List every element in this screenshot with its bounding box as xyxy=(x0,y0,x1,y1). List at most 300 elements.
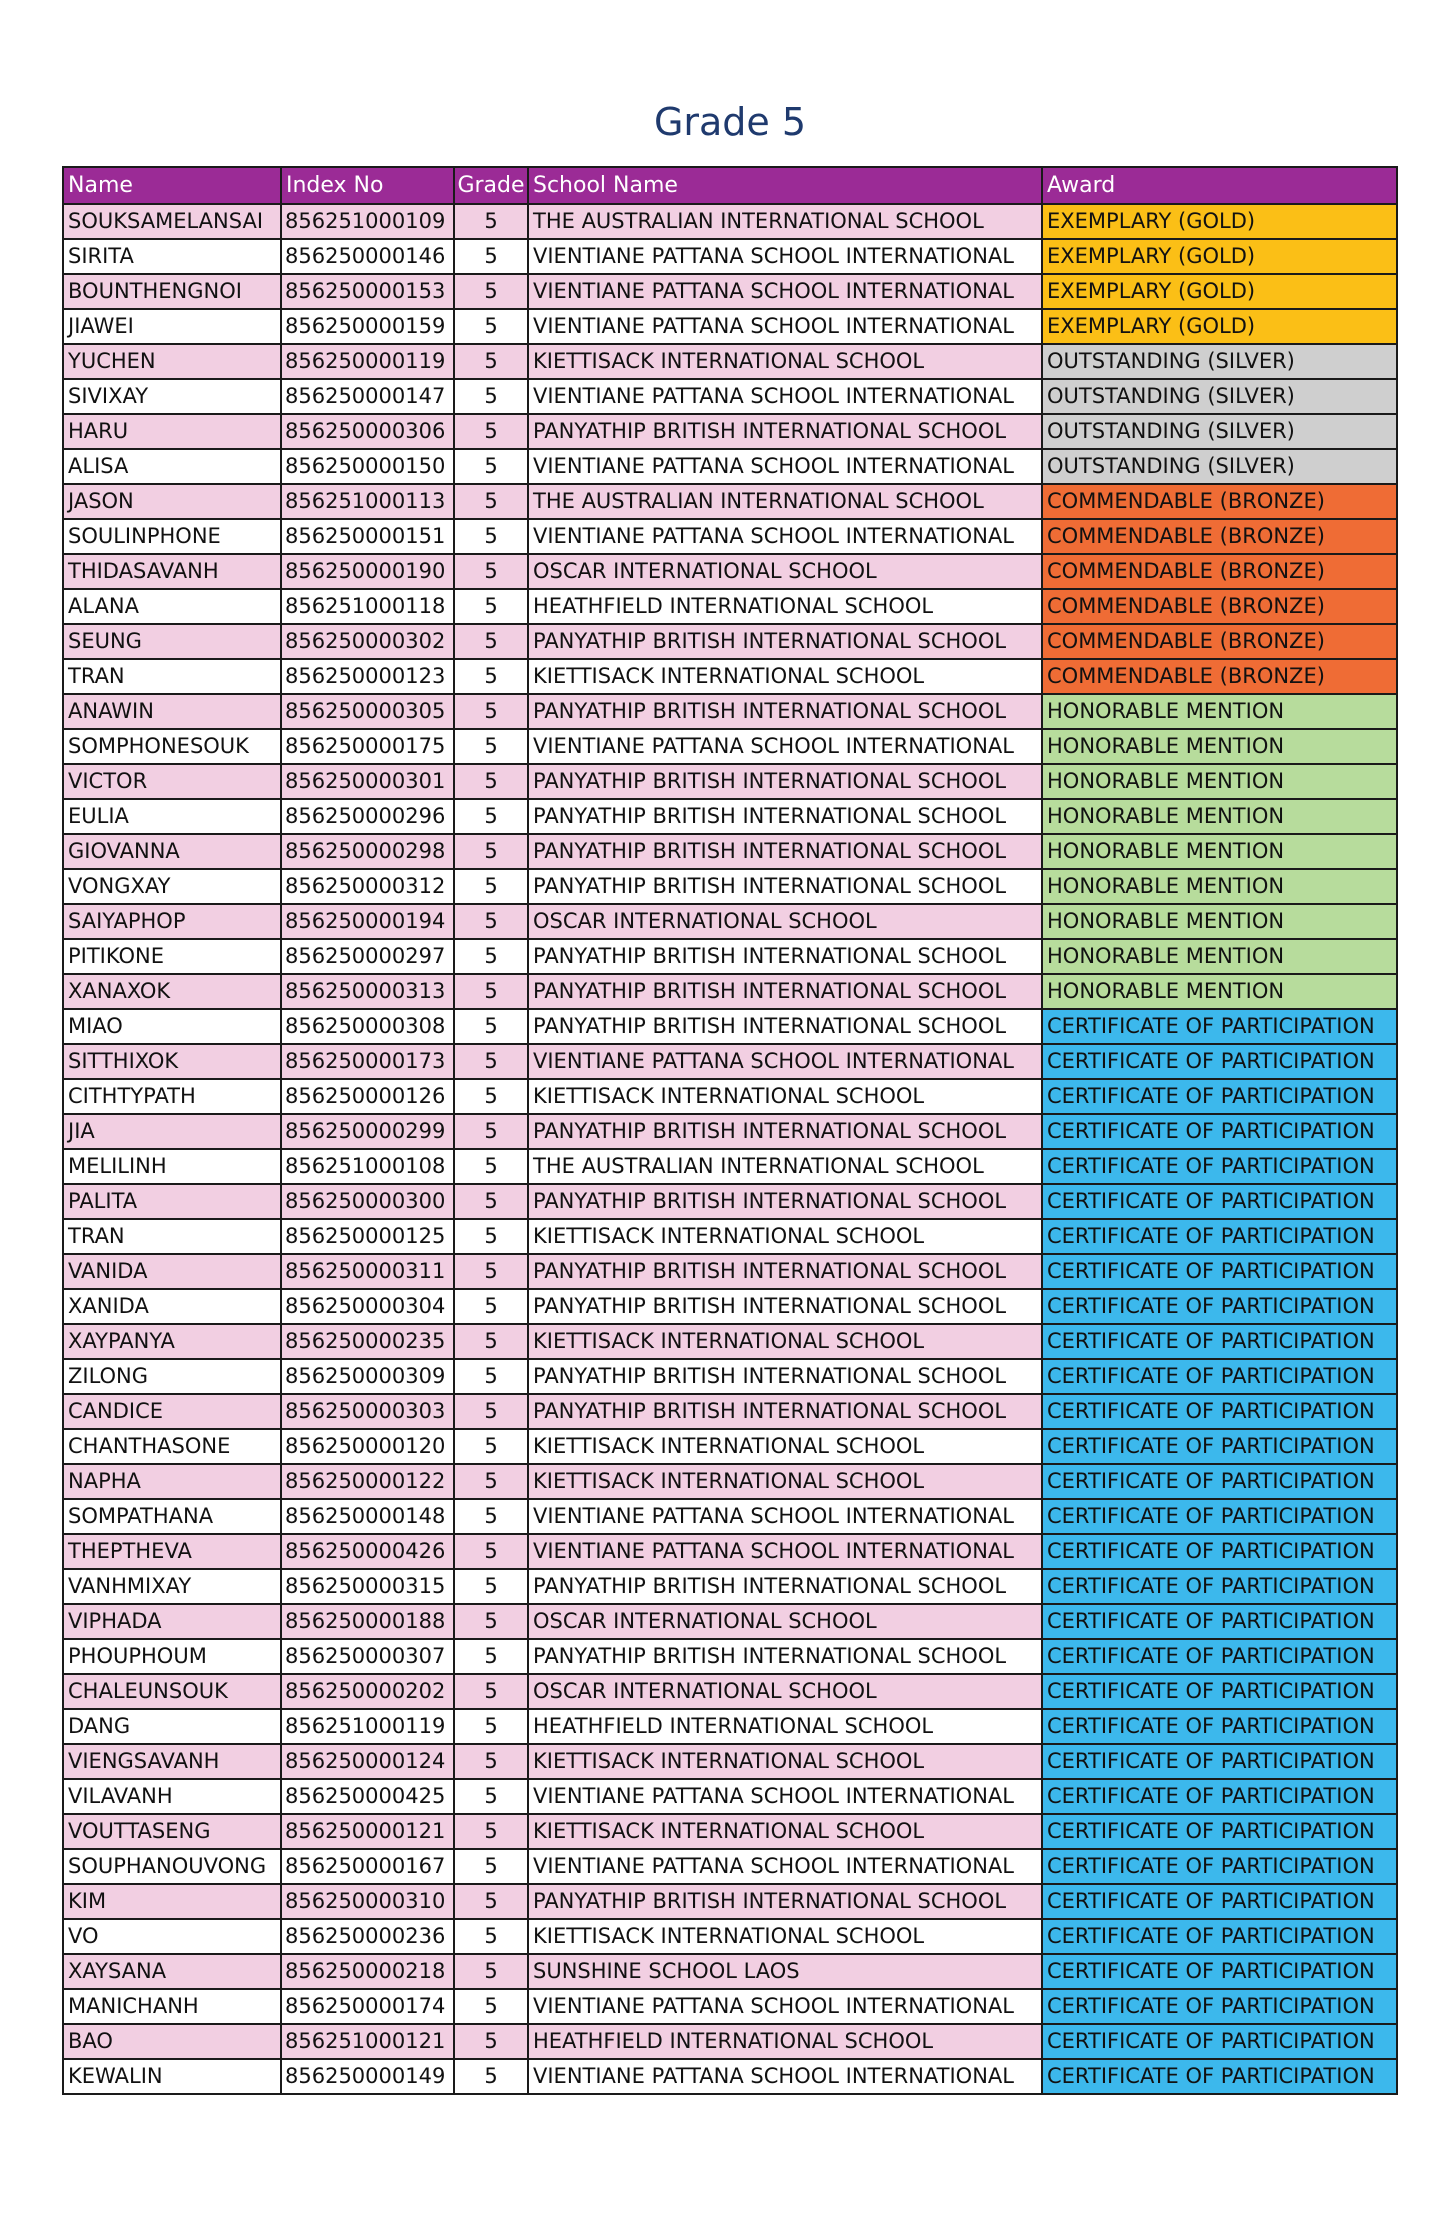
cell-index-no: 856250000151 xyxy=(281,519,454,554)
cell-grade: 5 xyxy=(454,1919,528,1954)
cell-name: VICTOR xyxy=(63,764,281,799)
cell-school-name: KIETTISACK INTERNATIONAL SCHOOL xyxy=(528,1814,1042,1849)
cell-index-no: 856250000174 xyxy=(281,1989,454,2024)
cell-award: CERTIFICATE OF PARTICIPATION xyxy=(1042,1604,1397,1639)
cell-award: COMMENDABLE (BRONZE) xyxy=(1042,624,1397,659)
table-row xyxy=(63,624,1397,659)
cell-school-name: PANYATHIP BRITISH INTERNATIONAL SCHOOL xyxy=(528,1639,1042,1674)
cell-index-no: 856250000310 xyxy=(281,1884,454,1919)
cell-index-no: 856250000298 xyxy=(281,834,454,869)
cell-award: CERTIFICATE OF PARTICIPATION xyxy=(1042,1114,1397,1149)
cell-grade: 5 xyxy=(454,1254,528,1289)
cell-award: EXEMPLARY (GOLD) xyxy=(1042,239,1397,274)
cell-index-no: 856250000159 xyxy=(281,309,454,344)
table-row xyxy=(63,589,1397,624)
cell-index-no: 856250000300 xyxy=(281,1184,454,1219)
cell-award: COMMENDABLE (BRONZE) xyxy=(1042,484,1397,519)
cell-name: DANG xyxy=(63,1709,281,1744)
column-header-award: Award xyxy=(1042,167,1397,204)
cell-award: HONORABLE MENTION xyxy=(1042,869,1397,904)
cell-name: JASON xyxy=(63,484,281,519)
cell-school-name: PANYATHIP BRITISH INTERNATIONAL SCHOOL xyxy=(528,694,1042,729)
cell-award: OUTSTANDING (SILVER) xyxy=(1042,379,1397,414)
cell-award: CERTIFICATE OF PARTICIPATION xyxy=(1042,1674,1397,1709)
cell-school-name: PANYATHIP BRITISH INTERNATIONAL SCHOOL xyxy=(528,1884,1042,1919)
table-row xyxy=(63,1604,1397,1639)
cell-name: ZILONG xyxy=(63,1359,281,1394)
cell-grade: 5 xyxy=(454,484,528,519)
cell-school-name: VIENTIANE PATTANA SCHOOL INTERNATIONAL xyxy=(528,1779,1042,1814)
cell-index-no: 856250000194 xyxy=(281,904,454,939)
cell-award: CERTIFICATE OF PARTICIPATION xyxy=(1042,1709,1397,1744)
cell-name: VANHMIXAY xyxy=(63,1569,281,1604)
table-row xyxy=(63,1044,1397,1079)
cell-index-no: 856250000308 xyxy=(281,1009,454,1044)
cell-award: CERTIFICATE OF PARTICIPATION xyxy=(1042,1044,1397,1079)
cell-index-no: 856250000311 xyxy=(281,1254,454,1289)
table-row xyxy=(63,1079,1397,1114)
table-row xyxy=(63,1219,1397,1254)
table-row xyxy=(63,414,1397,449)
results-table xyxy=(62,166,1398,2095)
cell-school-name: HEATHFIELD INTERNATIONAL SCHOOL xyxy=(528,2024,1042,2059)
cell-award: CERTIFICATE OF PARTICIPATION xyxy=(1042,1149,1397,1184)
cell-index-no: 856250000425 xyxy=(281,1779,454,1814)
cell-award: CERTIFICATE OF PARTICIPATION xyxy=(1042,1464,1397,1499)
cell-name: VONGXAY xyxy=(63,869,281,904)
cell-grade: 5 xyxy=(454,1009,528,1044)
cell-school-name: OSCAR INTERNATIONAL SCHOOL xyxy=(528,1604,1042,1639)
cell-name: TRAN xyxy=(63,659,281,694)
cell-school-name: VIENTIANE PATTANA SCHOOL INTERNATIONAL xyxy=(528,1989,1042,2024)
cell-name: SEUNG xyxy=(63,624,281,659)
cell-index-no: 856250000125 xyxy=(281,1219,454,1254)
table-row xyxy=(63,309,1397,344)
table-row xyxy=(63,1954,1397,1989)
cell-grade: 5 xyxy=(454,764,528,799)
cell-index-no: 856250000299 xyxy=(281,1114,454,1149)
cell-school-name: PANYATHIP BRITISH INTERNATIONAL SCHOOL xyxy=(528,1114,1042,1149)
cell-name: SOUPHANOUVONG xyxy=(63,1849,281,1884)
table-row xyxy=(63,1464,1397,1499)
cell-award: HONORABLE MENTION xyxy=(1042,904,1397,939)
cell-name: PALITA xyxy=(63,1184,281,1219)
cell-grade: 5 xyxy=(454,274,528,309)
cell-grade: 5 xyxy=(454,624,528,659)
cell-school-name: KIETTISACK INTERNATIONAL SCHOOL xyxy=(528,1429,1042,1464)
cell-school-name: THE AUSTRALIAN INTERNATIONAL SCHOOL xyxy=(528,1149,1042,1184)
cell-school-name: VIENTIANE PATTANA SCHOOL INTERNATIONAL xyxy=(528,309,1042,344)
table-row xyxy=(63,1114,1397,1149)
cell-school-name: OSCAR INTERNATIONAL SCHOOL xyxy=(528,554,1042,589)
cell-award: CERTIFICATE OF PARTICIPATION xyxy=(1042,1359,1397,1394)
cell-name: PITIKONE xyxy=(63,939,281,974)
cell-award: CERTIFICATE OF PARTICIPATION xyxy=(1042,1324,1397,1359)
column-header-name: Name xyxy=(63,167,281,204)
table-row xyxy=(63,1184,1397,1219)
cell-name: MANICHANH xyxy=(63,1989,281,2024)
table-row xyxy=(63,974,1397,1009)
cell-award: EXEMPLARY (GOLD) xyxy=(1042,204,1397,239)
cell-grade: 5 xyxy=(454,449,528,484)
cell-school-name: PANYATHIP BRITISH INTERNATIONAL SCHOOL xyxy=(528,1359,1042,1394)
cell-index-no: 856250000303 xyxy=(281,1394,454,1429)
cell-grade: 5 xyxy=(454,1744,528,1779)
cell-index-no: 856250000236 xyxy=(281,1919,454,1954)
cell-school-name: VIENTIANE PATTANA SCHOOL INTERNATIONAL xyxy=(528,1534,1042,1569)
cell-index-no: 856251000119 xyxy=(281,1709,454,1744)
cell-school-name: PANYATHIP BRITISH INTERNATIONAL SCHOOL xyxy=(528,624,1042,659)
cell-school-name: KIETTISACK INTERNATIONAL SCHOOL xyxy=(528,1219,1042,1254)
cell-award: CERTIFICATE OF PARTICIPATION xyxy=(1042,1534,1397,1569)
cell-school-name: KIETTISACK INTERNATIONAL SCHOOL xyxy=(528,1744,1042,1779)
table-row xyxy=(63,869,1397,904)
cell-grade: 5 xyxy=(454,1219,528,1254)
cell-index-no: 856250000302 xyxy=(281,624,454,659)
cell-grade: 5 xyxy=(454,414,528,449)
cell-name: XAYSANA xyxy=(63,1954,281,1989)
cell-index-no: 856250000119 xyxy=(281,344,454,379)
table-row xyxy=(63,2059,1397,2094)
cell-award: CERTIFICATE OF PARTICIPATION xyxy=(1042,1219,1397,1254)
cell-name: YUCHEN xyxy=(63,344,281,379)
cell-index-no: 856250000153 xyxy=(281,274,454,309)
table-row xyxy=(63,939,1397,974)
cell-name: XAYPANYA xyxy=(63,1324,281,1359)
cell-index-no: 856250000297 xyxy=(281,939,454,974)
cell-award: CERTIFICATE OF PARTICIPATION xyxy=(1042,1849,1397,1884)
table-row xyxy=(63,1289,1397,1324)
cell-award: OUTSTANDING (SILVER) xyxy=(1042,344,1397,379)
cell-name: VILAVANH xyxy=(63,1779,281,1814)
cell-name: TRAN xyxy=(63,1219,281,1254)
cell-school-name: KIETTISACK INTERNATIONAL SCHOOL xyxy=(528,1079,1042,1114)
cell-grade: 5 xyxy=(454,379,528,414)
cell-grade: 5 xyxy=(454,1184,528,1219)
cell-index-no: 856251000108 xyxy=(281,1149,454,1184)
cell-index-no: 856250000149 xyxy=(281,2059,454,2094)
table-row xyxy=(63,204,1397,239)
cell-award: HONORABLE MENTION xyxy=(1042,974,1397,1009)
cell-school-name: PANYATHIP BRITISH INTERNATIONAL SCHOOL xyxy=(528,1289,1042,1324)
cell-name: VANIDA xyxy=(63,1254,281,1289)
cell-award: CERTIFICATE OF PARTICIPATION xyxy=(1042,1394,1397,1429)
cell-school-name: PANYATHIP BRITISH INTERNATIONAL SCHOOL xyxy=(528,414,1042,449)
cell-school-name: PANYATHIP BRITISH INTERNATIONAL SCHOOL xyxy=(528,939,1042,974)
cell-name: SOMPATHANA xyxy=(63,1499,281,1534)
cell-grade: 5 xyxy=(454,1149,528,1184)
cell-school-name: KIETTISACK INTERNATIONAL SCHOOL xyxy=(528,659,1042,694)
cell-name: JIAWEI xyxy=(63,309,281,344)
cell-grade: 5 xyxy=(454,939,528,974)
cell-index-no: 856250000235 xyxy=(281,1324,454,1359)
cell-award: EXEMPLARY (GOLD) xyxy=(1042,309,1397,344)
cell-index-no: 856251000109 xyxy=(281,204,454,239)
cell-school-name: VIENTIANE PATTANA SCHOOL INTERNATIONAL xyxy=(528,519,1042,554)
cell-index-no: 856250000167 xyxy=(281,1849,454,1884)
cell-index-no: 856250000309 xyxy=(281,1359,454,1394)
cell-name: VIENGSAVANH xyxy=(63,1744,281,1779)
cell-award: HONORABLE MENTION xyxy=(1042,729,1397,764)
cell-school-name: PANYATHIP BRITISH INTERNATIONAL SCHOOL xyxy=(528,1394,1042,1429)
cell-index-no: 856250000218 xyxy=(281,1954,454,1989)
cell-grade: 5 xyxy=(454,659,528,694)
cell-award: CERTIFICATE OF PARTICIPATION xyxy=(1042,1184,1397,1219)
cell-index-no: 856250000126 xyxy=(281,1079,454,1114)
cell-grade: 5 xyxy=(454,1709,528,1744)
cell-index-no: 856250000124 xyxy=(281,1744,454,1779)
cell-school-name: VIENTIANE PATTANA SCHOOL INTERNATIONAL xyxy=(528,1499,1042,1534)
cell-name: SIRITA xyxy=(63,239,281,274)
cell-index-no: 856250000146 xyxy=(281,239,454,274)
cell-index-no: 856250000304 xyxy=(281,1289,454,1324)
cell-award: CERTIFICATE OF PARTICIPATION xyxy=(1042,1744,1397,1779)
cell-grade: 5 xyxy=(454,309,528,344)
cell-grade: 5 xyxy=(454,1954,528,1989)
cell-grade: 5 xyxy=(454,1534,528,1569)
table-row xyxy=(63,659,1397,694)
cell-name: XANAXOK xyxy=(63,974,281,1009)
table-row xyxy=(63,1429,1397,1464)
cell-index-no: 856250000148 xyxy=(281,1499,454,1534)
cell-name: KEWALIN xyxy=(63,2059,281,2094)
cell-name: BAO xyxy=(63,2024,281,2059)
cell-grade: 5 xyxy=(454,974,528,1009)
cell-name: BOUNTHENGNOI xyxy=(63,274,281,309)
cell-index-no: 856250000315 xyxy=(281,1569,454,1604)
cell-name: VO xyxy=(63,1919,281,1954)
cell-index-no: 856250000173 xyxy=(281,1044,454,1079)
cell-name: SOMPHONESOUK xyxy=(63,729,281,764)
table-row xyxy=(63,1149,1397,1184)
cell-grade: 5 xyxy=(454,1849,528,1884)
cell-award: CERTIFICATE OF PARTICIPATION xyxy=(1042,1079,1397,1114)
table-row xyxy=(63,1779,1397,1814)
cell-index-no: 856250000122 xyxy=(281,1464,454,1499)
cell-school-name: PANYATHIP BRITISH INTERNATIONAL SCHOOL xyxy=(528,764,1042,799)
cell-school-name: PANYATHIP BRITISH INTERNATIONAL SCHOOL xyxy=(528,799,1042,834)
table-row xyxy=(63,1359,1397,1394)
cell-name: VOUTTASENG xyxy=(63,1814,281,1849)
cell-grade: 5 xyxy=(454,694,528,729)
cell-name: CITHTYPATH xyxy=(63,1079,281,1114)
cell-award: CERTIFICATE OF PARTICIPATION xyxy=(1042,1814,1397,1849)
cell-grade: 5 xyxy=(454,1289,528,1324)
column-header-grade: Grade xyxy=(454,167,528,204)
table-row xyxy=(63,1709,1397,1744)
cell-grade: 5 xyxy=(454,1639,528,1674)
cell-name: THIDASAVANH xyxy=(63,554,281,589)
table-row xyxy=(63,1989,1397,2024)
table-row xyxy=(63,379,1397,414)
cell-school-name: HEATHFIELD INTERNATIONAL SCHOOL xyxy=(528,589,1042,624)
cell-award: CERTIFICATE OF PARTICIPATION xyxy=(1042,1289,1397,1324)
cell-school-name: KIETTISACK INTERNATIONAL SCHOOL xyxy=(528,1919,1042,1954)
cell-school-name: OSCAR INTERNATIONAL SCHOOL xyxy=(528,904,1042,939)
cell-grade: 5 xyxy=(454,1569,528,1604)
cell-award: CERTIFICATE OF PARTICIPATION xyxy=(1042,1429,1397,1464)
cell-index-no: 856250000121 xyxy=(281,1814,454,1849)
cell-index-no: 856250000150 xyxy=(281,449,454,484)
cell-award: CERTIFICATE OF PARTICIPATION xyxy=(1042,1989,1397,2024)
cell-grade: 5 xyxy=(454,1044,528,1079)
cell-award: CERTIFICATE OF PARTICIPATION xyxy=(1042,2024,1397,2059)
cell-name: CHALEUNSOUK xyxy=(63,1674,281,1709)
cell-grade: 5 xyxy=(454,1989,528,2024)
cell-name: ANAWIN xyxy=(63,694,281,729)
cell-award: OUTSTANDING (SILVER) xyxy=(1042,414,1397,449)
table-row xyxy=(63,1324,1397,1359)
cell-grade: 5 xyxy=(454,1429,528,1464)
cell-award: CERTIFICATE OF PARTICIPATION xyxy=(1042,1569,1397,1604)
cell-school-name: SUNSHINE SCHOOL LAOS xyxy=(528,1954,1042,1989)
cell-name: VIPHADA xyxy=(63,1604,281,1639)
table-row xyxy=(63,694,1397,729)
cell-index-no: 856250000123 xyxy=(281,659,454,694)
cell-award: OUTSTANDING (SILVER) xyxy=(1042,449,1397,484)
cell-grade: 5 xyxy=(454,904,528,939)
cell-award: CERTIFICATE OF PARTICIPATION xyxy=(1042,1884,1397,1919)
cell-grade: 5 xyxy=(454,1884,528,1919)
cell-school-name: VIENTIANE PATTANA SCHOOL INTERNATIONAL xyxy=(528,1044,1042,1079)
cell-grade: 5 xyxy=(454,1814,528,1849)
cell-grade: 5 xyxy=(454,1674,528,1709)
cell-school-name: VIENTIANE PATTANA SCHOOL INTERNATIONAL xyxy=(528,239,1042,274)
cell-grade: 5 xyxy=(454,554,528,589)
table-row xyxy=(63,799,1397,834)
cell-index-no: 856250000305 xyxy=(281,694,454,729)
cell-index-no: 856250000202 xyxy=(281,1674,454,1709)
table-row xyxy=(63,519,1397,554)
cell-grade: 5 xyxy=(454,1604,528,1639)
cell-grade: 5 xyxy=(454,1464,528,1499)
cell-index-no: 856250000190 xyxy=(281,554,454,589)
cell-index-no: 856250000301 xyxy=(281,764,454,799)
cell-school-name: PANYATHIP BRITISH INTERNATIONAL SCHOOL xyxy=(528,1184,1042,1219)
cell-grade: 5 xyxy=(454,589,528,624)
cell-school-name: OSCAR INTERNATIONAL SCHOOL xyxy=(528,1674,1042,1709)
cell-grade: 5 xyxy=(454,1359,528,1394)
cell-school-name: PANYATHIP BRITISH INTERNATIONAL SCHOOL xyxy=(528,1009,1042,1044)
cell-school-name: THE AUSTRALIAN INTERNATIONAL SCHOOL xyxy=(528,204,1042,239)
cell-name: JIA xyxy=(63,1114,281,1149)
cell-name: XANIDA xyxy=(63,1289,281,1324)
cell-grade: 5 xyxy=(454,729,528,764)
table-row xyxy=(63,729,1397,764)
cell-school-name: PANYATHIP BRITISH INTERNATIONAL SCHOOL xyxy=(528,834,1042,869)
table-row xyxy=(63,1884,1397,1919)
cell-name: NAPHA xyxy=(63,1464,281,1499)
cell-grade: 5 xyxy=(454,519,528,554)
cell-award: COMMENDABLE (BRONZE) xyxy=(1042,554,1397,589)
cell-name: ALISA xyxy=(63,449,281,484)
cell-award: COMMENDABLE (BRONZE) xyxy=(1042,519,1397,554)
cell-award: CERTIFICATE OF PARTICIPATION xyxy=(1042,1954,1397,1989)
table-row xyxy=(63,554,1397,589)
cell-school-name: KIETTISACK INTERNATIONAL SCHOOL xyxy=(528,1464,1042,1499)
cell-grade: 5 xyxy=(454,799,528,834)
cell-index-no: 856250000312 xyxy=(281,869,454,904)
cell-index-no: 856250000120 xyxy=(281,1429,454,1464)
cell-index-no: 856250000175 xyxy=(281,729,454,764)
table-row xyxy=(63,1534,1397,1569)
cell-school-name: HEATHFIELD INTERNATIONAL SCHOOL xyxy=(528,1709,1042,1744)
cell-name: PHOUPHOUM xyxy=(63,1639,281,1674)
table-row xyxy=(63,1499,1397,1534)
cell-grade: 5 xyxy=(454,1779,528,1814)
cell-award: HONORABLE MENTION xyxy=(1042,694,1397,729)
cell-index-no: 856250000147 xyxy=(281,379,454,414)
cell-index-no: 856251000121 xyxy=(281,2024,454,2059)
table-row xyxy=(63,904,1397,939)
cell-grade: 5 xyxy=(454,1394,528,1429)
cell-grade: 5 xyxy=(454,834,528,869)
cell-school-name: VIENTIANE PATTANA SCHOOL INTERNATIONAL xyxy=(528,2059,1042,2094)
column-header-index: Index No xyxy=(281,167,454,204)
cell-school-name: THE AUSTRALIAN INTERNATIONAL SCHOOL xyxy=(528,484,1042,519)
cell-grade: 5 xyxy=(454,1114,528,1149)
cell-index-no: 856250000426 xyxy=(281,1534,454,1569)
cell-award: CERTIFICATE OF PARTICIPATION xyxy=(1042,1499,1397,1534)
cell-school-name: VIENTIANE PATTANA SCHOOL INTERNATIONAL xyxy=(528,274,1042,309)
table-row xyxy=(63,1919,1397,1954)
cell-index-no: 856251000118 xyxy=(281,589,454,624)
cell-award: EXEMPLARY (GOLD) xyxy=(1042,274,1397,309)
cell-school-name: PANYATHIP BRITISH INTERNATIONAL SCHOOL xyxy=(528,869,1042,904)
table-row xyxy=(63,1009,1397,1044)
cell-name: MELILINH xyxy=(63,1149,281,1184)
cell-school-name: PANYATHIP BRITISH INTERNATIONAL SCHOOL xyxy=(528,1569,1042,1604)
table-row xyxy=(63,239,1397,274)
cell-name: MIAO xyxy=(63,1009,281,1044)
table-row xyxy=(63,1254,1397,1289)
cell-award: CERTIFICATE OF PARTICIPATION xyxy=(1042,1639,1397,1674)
cell-name: CHANTHASONE xyxy=(63,1429,281,1464)
cell-name: EULIA xyxy=(63,799,281,834)
cell-award: HONORABLE MENTION xyxy=(1042,939,1397,974)
cell-school-name: PANYATHIP BRITISH INTERNATIONAL SCHOOL xyxy=(528,1254,1042,1289)
table-row xyxy=(63,274,1397,309)
table-row xyxy=(63,834,1397,869)
cell-grade: 5 xyxy=(454,869,528,904)
cell-index-no: 856250000313 xyxy=(281,974,454,1009)
cell-index-no: 856250000307 xyxy=(281,1639,454,1674)
page-title: Grade 5 xyxy=(653,100,807,144)
table-row xyxy=(63,484,1397,519)
cell-name: KIM xyxy=(63,1884,281,1919)
cell-index-no: 856250000188 xyxy=(281,1604,454,1639)
cell-school-name: PANYATHIP BRITISH INTERNATIONAL SCHOOL xyxy=(528,974,1042,1009)
table-body xyxy=(63,204,1397,2094)
cell-name: SAIYAPHOP xyxy=(63,904,281,939)
table-row xyxy=(63,1849,1397,1884)
cell-grade: 5 xyxy=(454,1324,528,1359)
header-row xyxy=(63,167,1397,204)
cell-school-name: KIETTISACK INTERNATIONAL SCHOOL xyxy=(528,1324,1042,1359)
cell-name: SOULINPHONE xyxy=(63,519,281,554)
table-row xyxy=(63,1569,1397,1604)
cell-school-name: VIENTIANE PATTANA SCHOOL INTERNATIONAL xyxy=(528,379,1042,414)
table-row xyxy=(63,1639,1397,1674)
cell-grade: 5 xyxy=(454,2024,528,2059)
cell-school-name: KIETTISACK INTERNATIONAL SCHOOL xyxy=(528,344,1042,379)
cell-award: COMMENDABLE (BRONZE) xyxy=(1042,659,1397,694)
table-row xyxy=(63,1744,1397,1779)
cell-name: THEPTHEVA xyxy=(63,1534,281,1569)
cell-name: SITTHIXOK xyxy=(63,1044,281,1079)
cell-name: HARU xyxy=(63,414,281,449)
cell-award: CERTIFICATE OF PARTICIPATION xyxy=(1042,1919,1397,1954)
